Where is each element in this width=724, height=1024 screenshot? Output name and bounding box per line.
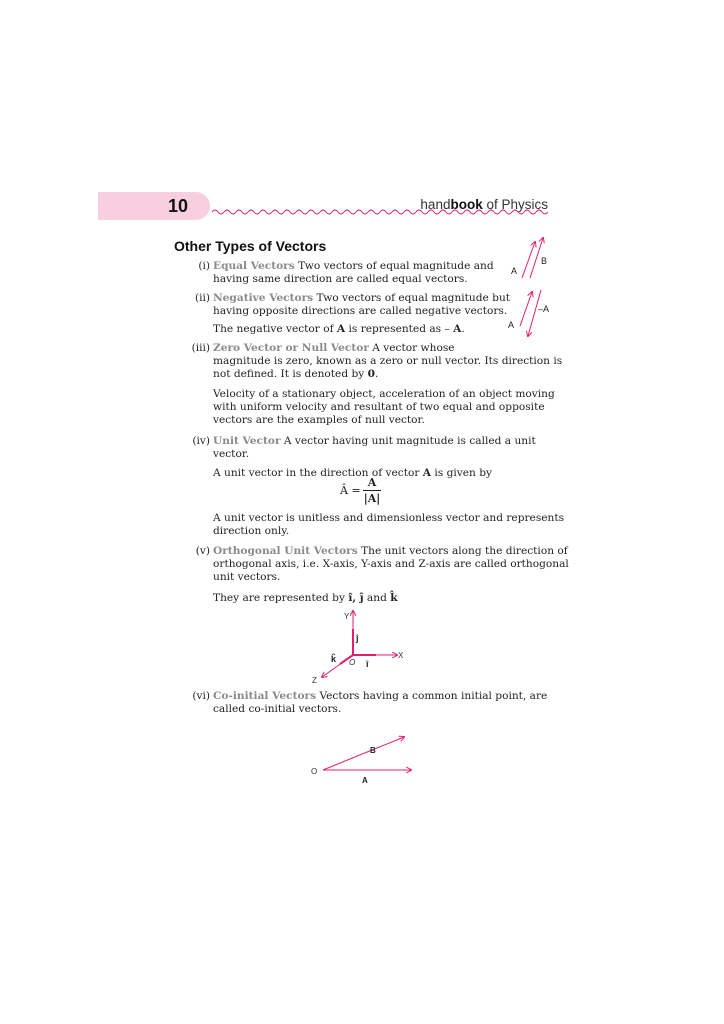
item-line: Negative Vectors Two vectors of equal magnitude but xyxy=(213,292,511,304)
item-line: Unit Vector A vector having unit magnitude is called a unit xyxy=(213,435,536,447)
item-line: Zero Vector or Null Vector A vector whose xyxy=(213,342,455,354)
page-number-band xyxy=(98,192,210,220)
co-initial-vectors-figure xyxy=(305,735,425,789)
label-x: X xyxy=(398,651,404,660)
negative-vectors-figure xyxy=(500,284,560,340)
equal-vectors-figure xyxy=(500,234,560,282)
label-b: B xyxy=(370,746,376,755)
item-paragraph: The negative vector of A is represented as – A. xyxy=(213,323,465,335)
label-a: A xyxy=(511,266,518,276)
item-line: Co-initial Vectors Vectors having a common initial point, are xyxy=(213,690,548,702)
item-number: (i) xyxy=(198,260,210,272)
unit-vector-formula-numerator: A xyxy=(367,476,377,489)
item-paragraph: direction only. xyxy=(213,525,290,537)
label-y: Y xyxy=(344,612,350,621)
item-number: (ii) xyxy=(194,292,210,304)
header-wave-rule xyxy=(212,208,548,216)
vector-b-arrow xyxy=(323,737,404,770)
label-a: A xyxy=(508,320,515,330)
term-orthogonal-unit-vectors: Orthogonal Unit Vectors xyxy=(213,545,358,557)
term-unit-vector: Unit Vector xyxy=(213,435,281,447)
item-paragraph: vectors are the examples of null vector. xyxy=(213,414,425,426)
term-co-initial-vectors: Co-initial Vectors xyxy=(213,690,317,702)
label-origin: O xyxy=(311,767,318,776)
label-a: A xyxy=(362,776,368,785)
item-paragraph: A unit vector in the direction of vector A is given by xyxy=(213,467,492,479)
label-origin: O xyxy=(349,658,356,667)
item-line: having opposite directions are called negative vectors. xyxy=(213,305,508,317)
page-number: 10 xyxy=(168,196,189,216)
item-number: (v) xyxy=(195,545,210,557)
item-paragraph: A unit vector is unitless and dimensionless vector and represents xyxy=(213,512,565,524)
item-line: orthogonal axis, i.e. X-axis, Y-axis and Z-axis are called orthogonal xyxy=(213,558,569,570)
term-equal-vectors: Equal Vectors xyxy=(213,260,295,272)
item-paragraph: with uniform velocity and resultant of two equal and opposite xyxy=(213,401,545,413)
running-title-suffix: of Physics xyxy=(482,197,548,212)
label-minus-a: –A xyxy=(538,304,550,314)
vector-a-arrow xyxy=(520,292,532,326)
item-line: Equal Vectors Two vectors of equal magnitude and xyxy=(213,260,494,272)
unit-vector-formula-denominator: |A| xyxy=(363,492,381,505)
label-j-hat: ĵ xyxy=(356,633,359,643)
item-paragraph: They are represented by î, ĵ and k̂ xyxy=(213,592,398,604)
item-number: (iv) xyxy=(192,435,210,447)
item-line: having same direction are called equal vectors. xyxy=(213,273,468,285)
item-line: unit vectors. xyxy=(213,571,281,583)
item-line: vector. xyxy=(213,448,250,460)
item-paragraph: Velocity of a stationary object, acceleration of an object moving xyxy=(213,388,555,400)
item-number: (vi) xyxy=(192,690,210,702)
orthogonal-axes-figure xyxy=(300,605,420,685)
item-line: not defined. It is denoted by 0. xyxy=(213,368,379,380)
section-title: Other Types of Vectors xyxy=(174,238,327,254)
item-line: called co-initial vectors. xyxy=(213,703,342,715)
label-i-hat: î xyxy=(366,659,369,669)
running-title-bold: book xyxy=(450,197,483,212)
vector-a-arrow xyxy=(522,242,535,278)
term-negative-vectors: Negative Vectors xyxy=(213,292,314,304)
label-z: Z xyxy=(312,676,317,685)
item-line: magnitude is zero, known as a zero or null vector. Its direction is xyxy=(213,355,563,367)
fraction-bar xyxy=(363,490,381,491)
term-zero-vector: Zero Vector or Null Vector xyxy=(213,342,369,354)
running-title-prefix: hand xyxy=(420,197,451,212)
unit-vector-formula-lhs: Â = xyxy=(340,484,361,497)
label-k-hat: k̂ xyxy=(331,654,337,664)
item-number: (iii) xyxy=(191,342,210,354)
label-b: B xyxy=(541,256,548,266)
item-line: Orthogonal Unit Vectors The unit vectors along the direction of xyxy=(213,545,568,557)
